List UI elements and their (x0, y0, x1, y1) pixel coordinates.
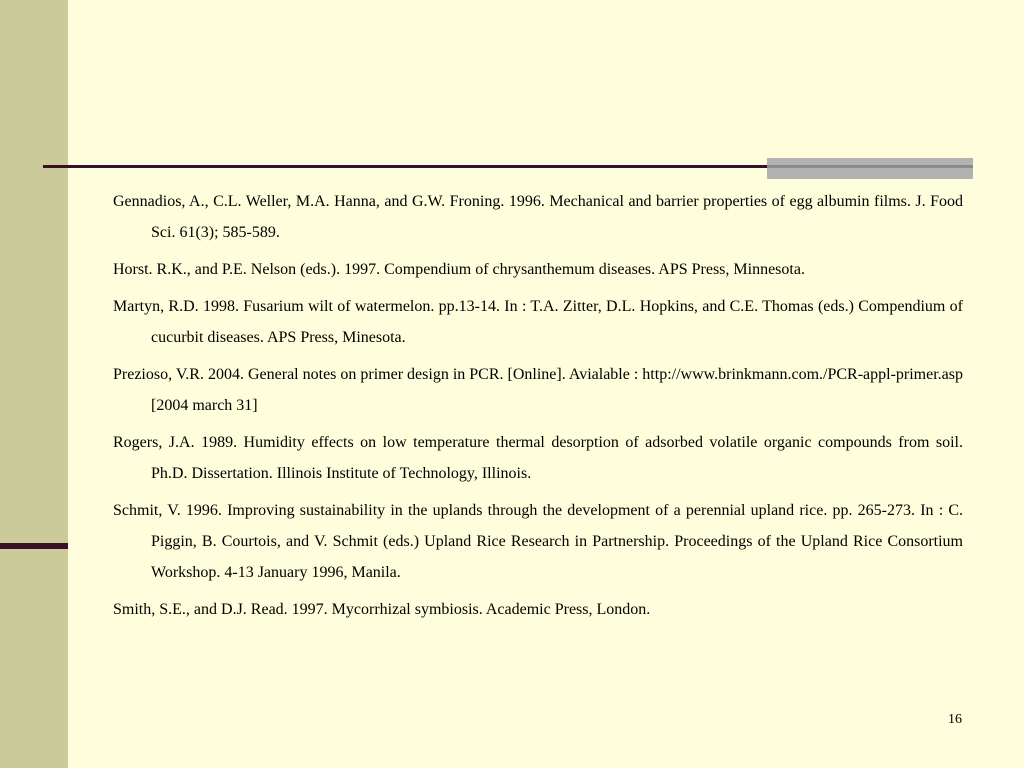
left-decorative-bar (0, 0, 68, 768)
reference-list (113, 186, 963, 631)
reference-item: Rogers, J.A. 1989. Humidity effects on low temperature thermal desorption of adsorbed volatile organic compounds from soil. Ph.D. Dissertation. Illinois Institute of Technology, Illinois. (113, 434, 963, 482)
reference-item: Schmit, V. 1996. Improving sustainability in the uplands through the development of a perennial upland rice. pp. 265-273. In : C. Piggin, B. Courtois, and V. Schmit (eds.) Upland Rice Research in Partnership. Proceedings of the Upland Rice Consortium Workshop. 4-13 January 1996, Manila. (113, 502, 963, 581)
reference-item: Smith, S.E., and D.J. Read. 1997. Mycorrhizal symbiosis. Academic Press, London. (113, 601, 651, 618)
reference-item: Prezioso, V.R. 2004. General notes on primer design in PCR. [Online]. Avialable : http://www.brinkmann.com./PCR-appl-primer.asp [2004 march 31] (113, 366, 963, 414)
left-bar-accent-line (0, 543, 68, 549)
reference-item: Horst. R.K., and P.E. Nelson (eds.). 1997. Compendium of chrysanthemum diseases. APS Press, Minnesota. (113, 261, 805, 278)
header-gray-block (767, 158, 973, 179)
reference-item: Martyn, R.D. 1998. Fusarium wilt of watermelon. pp.13-14. In : T.A. Zitter, D.L. Hopkins, and C.E. Thomas (eds.) Compendium of cucurbit diseases. APS Press, Minesota. (113, 298, 963, 346)
reference-item: Gennadios, A., C.L. Weller, M.A. Hanna, and G.W. Froning. 1996. Mechanical and barrier properties of egg albumin films. J. Food Sci. 61(3); 585-589. (113, 193, 963, 241)
header-gray-block-line (767, 165, 973, 168)
page-number: 16 (948, 712, 962, 727)
